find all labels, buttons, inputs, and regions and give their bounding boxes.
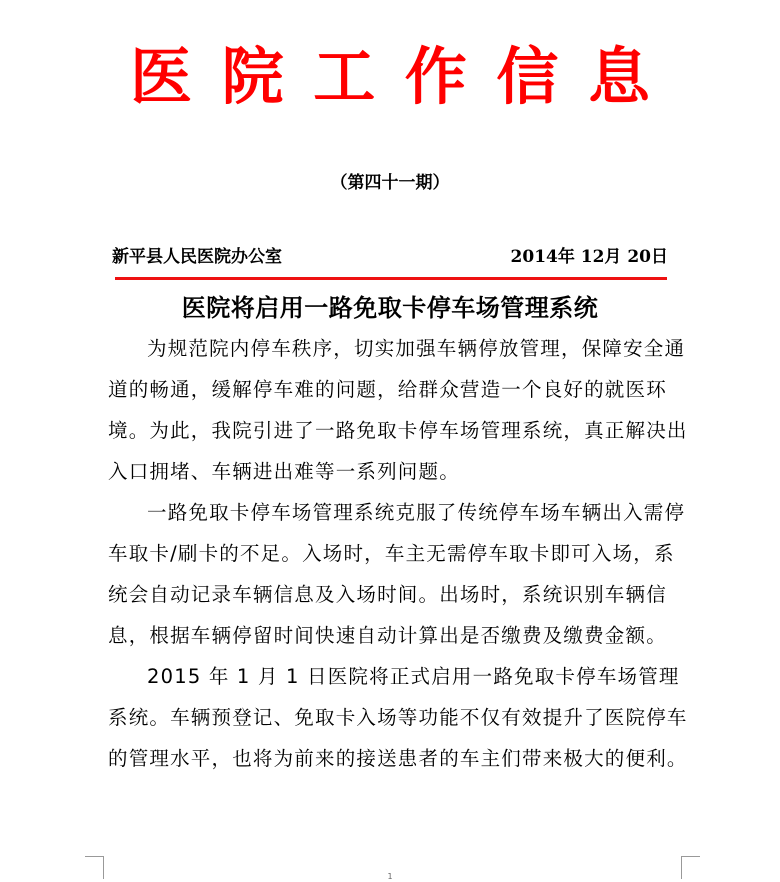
article-headline: 医院将启用一路免取卡停车场管理系统 (181, 294, 599, 322)
masthead-char: 作 (404, 40, 467, 113)
paragraph: 一路免取卡停车场管理系统克服了传统停车场车辆出入需停车取卡/刷卡的不足。入场时，车主无需停车取卡即可入场，系统会自动记录车辆信息及入场时间。出场时，系统识别车辆信息，根据车辆停留时间快速自动计算出是否缴费及缴费金额。 (108, 501, 686, 647)
publish-date: 2014年 12月 20日 (510, 247, 668, 267)
masthead-char: 息 (587, 40, 650, 113)
issuer: 新平县人民医院办公室 (112, 247, 282, 267)
masthead-char: 医 (130, 40, 193, 113)
issue-number: （第四十一期） (330, 173, 450, 193)
paragraph: 2015 年 1 月 1 日医院将正式启用一路免取卡停车场管理系统。车辆预登记、免取卡入场等功能不仅有效提升了医院停车的管理水平，也将为前来的接送患者的车主们带来极大的便利。 (108, 665, 688, 770)
masthead-char: 院 (221, 40, 284, 113)
masthead-char: 工 (313, 40, 376, 113)
article-body (108, 328, 690, 779)
page-number: 1 (387, 872, 393, 881)
masthead-title (130, 40, 650, 114)
paragraph: 为规范院内停车秩序，切实加强车辆停放管理，保障安全通道的畅通，缓解停车难的问题，给群众营造一个良好的就医环境。为此，我院引进了一路免取卡停车场管理系统，真正解决出入口拥堵、车辆进出难等一系列问题。 (108, 337, 688, 483)
meta-row (112, 242, 668, 267)
masthead-char: 信 (496, 40, 559, 113)
red-divider (115, 277, 667, 280)
